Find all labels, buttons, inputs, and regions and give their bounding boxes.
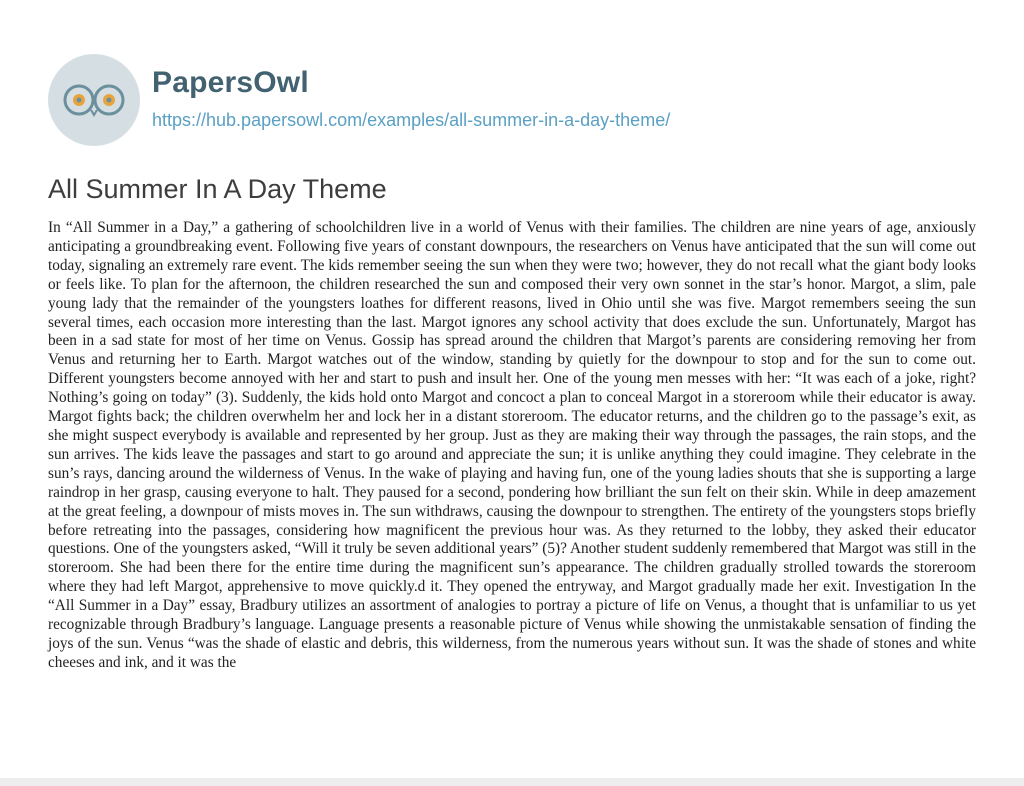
owl-eyes-icon bbox=[62, 80, 126, 120]
essay-body: In “All Summer in a Day,” a gathering of schoolchildren live in a world of Venus with their families. The children are nine years of age, anxiously anticipating a groundbreaking event. Following five years of constant downpours, the researchers on Venus have anticipated that the sun will come out today, signaling an extremely rare event. The kids remember seeing the sun when they were two; however, they do not recall what the giant body looks or feels like. To plan for the afternoon, the children researched the sun and composed their very own sonnet in the star’s honor. Margot, a slim, pale young lady that the remainder of the youngsters loathes for different reasons, lived in Ohio until she was five. Margot remembers seeing the sun several times, each occasion more interesting than the last. Margot ignores any school activity that does exclude the sun. Unfortunately, Margot has been in a sad state for most of her time on Venus. Gossip has spread around the children that Margot’s parents are considering removing her from Venus and returning her to Earth. Margot watches out of the window, standing by quietly for the downpour to stop and for the sun to come out. Different youngsters become annoyed with her and start to push and insult her. One of the young men messes with her: “It was each of a joke, right? Nothing’s going on today” (3). Suddenly, the kids hold onto Margot and concoct a plan to conceal Margot in a storeroom while their educator is away. Margot fights back; the children overwhelm her and lock her in a distant storeroom. The educator returns, and the children go to the passage’s exit, as she might suspect everybody is available and represented by her group. Just as they are making their way through the passages, the rain stops, and the sun arrives. The kids leave the passages and start to go around and appreciate the sun; it is unlike anything they could imagine. They celebrate in the sun’s rays, dancing around the wilderness of Venus. In the wake of playing and having fun, one of the young ladies shouts that she is supporting a large raindrop in her grasp, causing everyone to halt. They paused for a second, pondering how brilliant the sun felt on their skin. While in deep amazement at the great feeling, a downpour of mists moves in. The sun withdraws, causing the downpour to strengthen. The entirety of the youngsters stops briefly before retreating into the passages, considering how magnificent the previous hour was. As they returned to the lobby, they asked their educator questions. One of the youngsters asked, “Will it truly be seven additional years” (5)? Another student suddenly remembered that Margot was still in the storeroom. She had been there for the entire time during the magnificent sun’s appearance. The children gradually strolled towards the storeroom where they had left Margot, apprehensive to move quickly.d it. They opened the entryway, and Margot gradually made her exit. Investigation In the “All Summer in a Day” essay, Bradbury utilizes an assortment of analogies to portray a picture of life on Venus, a thought that is unfamiliar to us yet recognizable through Bradbury’s language. Language presents a reasonable picture of Venus while showing the unmistakable sensation of finding the joys of the sun. Venus “was the shade of elastic and debris, this wilderness, from the numerous years without sun. It was the shade of stones and white cheeses and ink, and it was the bbox=[48, 219, 976, 671]
source-url-link[interactable]: https://hub.papersowl.com/examples/all-summer-in-a-day-theme/ bbox=[152, 110, 671, 130]
brand-block bbox=[152, 66, 671, 131]
site-header bbox=[48, 54, 670, 146]
brand-name[interactable]: PapersOwl bbox=[152, 66, 309, 99]
bottom-divider bbox=[0, 778, 1024, 786]
papersowl-logo[interactable] bbox=[48, 54, 140, 146]
essay-title: All Summer In A Day Theme bbox=[48, 174, 387, 204]
